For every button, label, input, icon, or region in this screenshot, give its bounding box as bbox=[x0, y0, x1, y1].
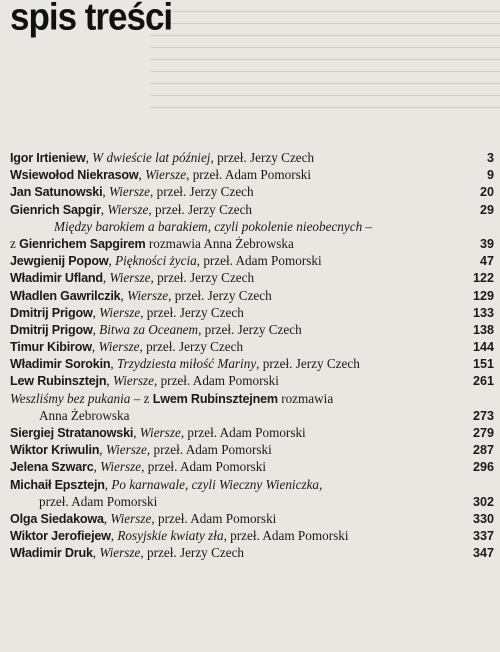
translator-text: , przeł. Adam Pomorski bbox=[180, 425, 306, 440]
translator-text: , przeł. Jerzy Czech bbox=[140, 304, 244, 320]
author-name: Jan Satunowski bbox=[10, 185, 103, 200]
toc-entry-line bbox=[10, 338, 494, 355]
author-name: Wiktor Jerofiejew bbox=[10, 529, 111, 544]
toc-entry[interactable] bbox=[10, 510, 494, 527]
translator-text: , przeł. Adam Pomorski bbox=[141, 459, 267, 475]
toc-entry-line bbox=[10, 355, 494, 372]
translator-text: , przeł. Jerzy Czech bbox=[140, 545, 245, 561]
toc-entry-line bbox=[10, 527, 494, 544]
toc-entry[interactable] bbox=[10, 287, 494, 304]
work-title: Wiersze bbox=[99, 304, 141, 320]
toc-entry-line bbox=[10, 390, 494, 407]
toc-entry-line bbox=[10, 201, 494, 218]
separator: , bbox=[102, 270, 110, 286]
separator: , bbox=[110, 356, 117, 372]
toc-entry[interactable] bbox=[10, 424, 494, 441]
author-name: Władimir Ufland bbox=[10, 271, 103, 286]
author-name: Lwem Rubinsztejnem bbox=[152, 391, 278, 406]
translator-text: , przeł. Adam Pomorski bbox=[196, 253, 322, 269]
toc-entry-text bbox=[10, 390, 454, 408]
author-name: Wsiewołod Niekrasow bbox=[10, 168, 139, 183]
page-number: 129 bbox=[472, 288, 494, 303]
page-number: 347 bbox=[472, 546, 494, 561]
toc-entry-text bbox=[10, 476, 454, 494]
translator-text: , przeł. Adam Pomorski bbox=[223, 528, 349, 544]
toc-entry[interactable] bbox=[10, 476, 494, 510]
toc-entry[interactable] bbox=[10, 269, 494, 286]
toc-entry[interactable] bbox=[10, 527, 494, 544]
work-title: Wiersze bbox=[110, 510, 152, 526]
toc-entry[interactable] bbox=[10, 441, 494, 458]
author-name: Jelena Szwarc bbox=[10, 460, 94, 475]
translator-text: przeł. Adam Pomorski bbox=[39, 493, 158, 509]
separator: , bbox=[92, 545, 100, 561]
translator-text: – z bbox=[130, 390, 153, 406]
entry-prefix: z bbox=[10, 235, 20, 251]
translator-text: , przeł. Adam Pomorski bbox=[151, 510, 277, 526]
separator: , bbox=[100, 201, 108, 217]
work-title: Po karnawale, czyli Wieczny Wieniczka bbox=[111, 476, 320, 492]
author-name: Lew Rubinsztejn bbox=[10, 374, 107, 389]
work-title: Wiersze bbox=[109, 270, 151, 286]
work-title: Wiersze bbox=[100, 459, 142, 475]
page-number: 337 bbox=[472, 529, 494, 544]
toc-entry-text bbox=[10, 355, 454, 373]
author-name: Gienrich Sapgir bbox=[10, 202, 101, 217]
author-name: Igor Irtieniew bbox=[10, 151, 86, 165]
work-title: Wiersze bbox=[139, 425, 181, 440]
work-title: Piękności życia bbox=[115, 253, 197, 269]
translator-text: , przeł. Jerzy Czech bbox=[139, 339, 244, 355]
toc-entry-text bbox=[10, 166, 454, 184]
author-name: Władimir Druk bbox=[10, 546, 93, 561]
toc-entry-line bbox=[10, 372, 494, 389]
author-name: Gienrichem Sapgirem bbox=[19, 236, 146, 251]
page-number: 3 bbox=[486, 151, 494, 165]
toc-entry[interactable] bbox=[10, 252, 494, 269]
toc-entry-line bbox=[10, 183, 494, 200]
separator: , bbox=[106, 373, 113, 389]
separator: , bbox=[120, 287, 128, 303]
toc-entry-line bbox=[10, 218, 494, 235]
page-number: 9 bbox=[486, 168, 494, 183]
toc-entry-line bbox=[10, 407, 494, 424]
author-name: Michaił Epsztejn bbox=[10, 477, 105, 492]
toc-entry-text bbox=[10, 510, 454, 528]
toc-entry-line bbox=[10, 166, 494, 183]
separator: , bbox=[92, 321, 100, 337]
work-title: Trzydziesta miłość Mariny bbox=[116, 356, 257, 372]
toc-entry-line bbox=[10, 304, 494, 321]
toc-entry-text bbox=[10, 235, 454, 253]
page-number: 144 bbox=[472, 340, 494, 355]
work-title: Wiersze bbox=[107, 201, 149, 217]
toc-entry-line bbox=[10, 269, 494, 286]
page-number: 151 bbox=[472, 357, 494, 372]
page-number: 330 bbox=[472, 511, 494, 526]
separator: , bbox=[103, 510, 111, 526]
page-number: 273 bbox=[472, 408, 494, 423]
page-title: spis treści bbox=[10, 0, 173, 39]
translator-text: Anna Żebrowska bbox=[39, 407, 130, 423]
separator: , bbox=[99, 442, 106, 458]
toc-entry-line bbox=[10, 321, 494, 338]
translator-text: , przeł. Adam Pomorski bbox=[186, 167, 311, 183]
work-title: Wiersze bbox=[112, 373, 154, 389]
work-title: Wiersze bbox=[127, 287, 169, 303]
toc-entry-text bbox=[10, 544, 454, 562]
toc-entry[interactable] bbox=[10, 372, 494, 389]
separator: , bbox=[92, 304, 100, 320]
work-title: W dwieście lat później bbox=[92, 150, 211, 165]
work-title: Wiersze bbox=[145, 167, 187, 183]
toc-entry-text bbox=[39, 493, 454, 510]
toc-entry[interactable] bbox=[10, 218, 494, 252]
author-name: Olga Siedakowa bbox=[10, 511, 104, 526]
page-number: 47 bbox=[479, 254, 494, 269]
translator-text: , przeł. Adam Pomorski bbox=[146, 442, 272, 458]
toc-entry-text bbox=[10, 201, 454, 219]
work-title: Między barokiem a barakiem, czyli pokolenie nieobecnych – bbox=[54, 218, 373, 234]
page-number: 138 bbox=[472, 322, 494, 337]
translator-text: , przeł. Jerzy Czech bbox=[150, 270, 255, 286]
toc-entry-text bbox=[10, 304, 454, 322]
toc-entry-line bbox=[10, 476, 494, 493]
toc-entry[interactable] bbox=[10, 321, 494, 338]
toc-entry[interactable] bbox=[10, 544, 494, 561]
translator-text: , przeł. Jerzy Czech bbox=[168, 287, 272, 303]
toc-entry-line bbox=[10, 441, 494, 458]
author-name: Dmitrij Prigow bbox=[10, 322, 93, 337]
toc-entry-text bbox=[10, 441, 454, 459]
toc-entry[interactable] bbox=[10, 390, 494, 424]
work-title: Rosyjskie kwiaty zła bbox=[117, 528, 224, 544]
toc-entry[interactable] bbox=[10, 355, 494, 372]
separator: , bbox=[91, 339, 99, 355]
toc-entry-text bbox=[10, 458, 454, 476]
translator-text: , przeł. Jerzy Czech bbox=[198, 321, 302, 337]
author-name: Timur Kibirow bbox=[10, 340, 92, 355]
translator-text: , przeł. Adam Pomorski bbox=[153, 373, 279, 389]
toc-entry[interactable] bbox=[10, 149, 494, 166]
author-name: Dmitrij Prigow bbox=[10, 305, 93, 320]
translator-text: , przeł. Jerzy Czech bbox=[256, 356, 360, 372]
translator-text: , przeł. Jerzy Czech bbox=[150, 184, 254, 200]
toc-entry[interactable] bbox=[10, 304, 494, 321]
separator: , bbox=[108, 253, 116, 269]
author-name: Wiktor Kriwulin bbox=[10, 443, 100, 458]
table-of-contents bbox=[10, 149, 494, 562]
toc-entry-text bbox=[10, 287, 454, 305]
work-title: Bitwa za Oceanem bbox=[99, 321, 199, 337]
author-name: Władimir Sorokin bbox=[10, 357, 111, 372]
page-number: 296 bbox=[472, 460, 494, 475]
translator-text: , przeł. Jerzy Czech bbox=[210, 150, 315, 165]
toc-entry-line bbox=[10, 252, 494, 269]
page-number: 261 bbox=[472, 374, 494, 389]
toc-entry[interactable] bbox=[10, 183, 494, 200]
toc-entry-text bbox=[10, 424, 454, 442]
toc-entry-line bbox=[10, 510, 494, 527]
work-title: Wiersze bbox=[98, 339, 140, 355]
separator: , bbox=[102, 184, 109, 200]
toc-entry-text bbox=[10, 149, 454, 167]
work-title: Wiersze bbox=[108, 184, 151, 200]
toc-entry-line bbox=[10, 235, 494, 252]
author-name: Władlen Gawrilczik bbox=[10, 288, 121, 303]
page-number: 20 bbox=[479, 185, 494, 200]
page-number: 279 bbox=[472, 426, 494, 440]
translator-text: rozmawia bbox=[277, 390, 334, 406]
work-title: Weszliśmy bez pukania bbox=[10, 390, 131, 406]
author-name: Jewgienij Popow bbox=[10, 254, 109, 269]
toc-entry-text bbox=[10, 269, 454, 287]
page-number: 29 bbox=[479, 202, 494, 217]
toc-entry-line bbox=[10, 424, 494, 441]
page-number: 287 bbox=[472, 443, 494, 458]
translator-text: rozmawia Anna Żebrowska bbox=[145, 235, 294, 251]
work-title: Wiersze bbox=[99, 545, 141, 561]
toc-entry-line bbox=[10, 544, 494, 561]
toc-entry-line bbox=[10, 287, 494, 304]
separator: , bbox=[138, 167, 146, 183]
separator: , bbox=[93, 459, 101, 475]
toc-entry[interactable] bbox=[10, 166, 494, 183]
toc-entry-line bbox=[10, 458, 494, 475]
toc-entry-line bbox=[10, 149, 494, 166]
toc-entry-text bbox=[10, 183, 454, 201]
toc-entry-text bbox=[10, 252, 454, 270]
bleed-through-text bbox=[150, 0, 500, 118]
toc-entry-text bbox=[10, 372, 454, 390]
translator-text: , bbox=[319, 476, 323, 492]
toc-entry-text bbox=[39, 407, 454, 424]
author-name: Siergiej Stratanowski bbox=[10, 426, 134, 440]
page-number: 122 bbox=[472, 271, 494, 286]
work-title: Wiersze bbox=[105, 442, 147, 458]
page-number: 133 bbox=[472, 305, 494, 320]
separator: , bbox=[110, 528, 118, 544]
translator-text: , przeł. Jerzy Czech bbox=[148, 201, 253, 217]
toc-entry-text bbox=[10, 338, 454, 356]
page-number: 39 bbox=[479, 236, 494, 251]
toc-entry[interactable] bbox=[10, 458, 494, 475]
separator: , bbox=[133, 425, 140, 440]
separator: , bbox=[85, 150, 93, 165]
page-number: 302 bbox=[472, 494, 494, 509]
toc-entry[interactable] bbox=[10, 201, 494, 218]
toc-entry-text bbox=[10, 321, 454, 339]
toc-entry[interactable] bbox=[10, 338, 494, 355]
toc-entry-text bbox=[54, 218, 454, 235]
toc-entry-text bbox=[10, 527, 454, 545]
separator: , bbox=[104, 476, 112, 492]
toc-entry-line bbox=[10, 493, 494, 510]
